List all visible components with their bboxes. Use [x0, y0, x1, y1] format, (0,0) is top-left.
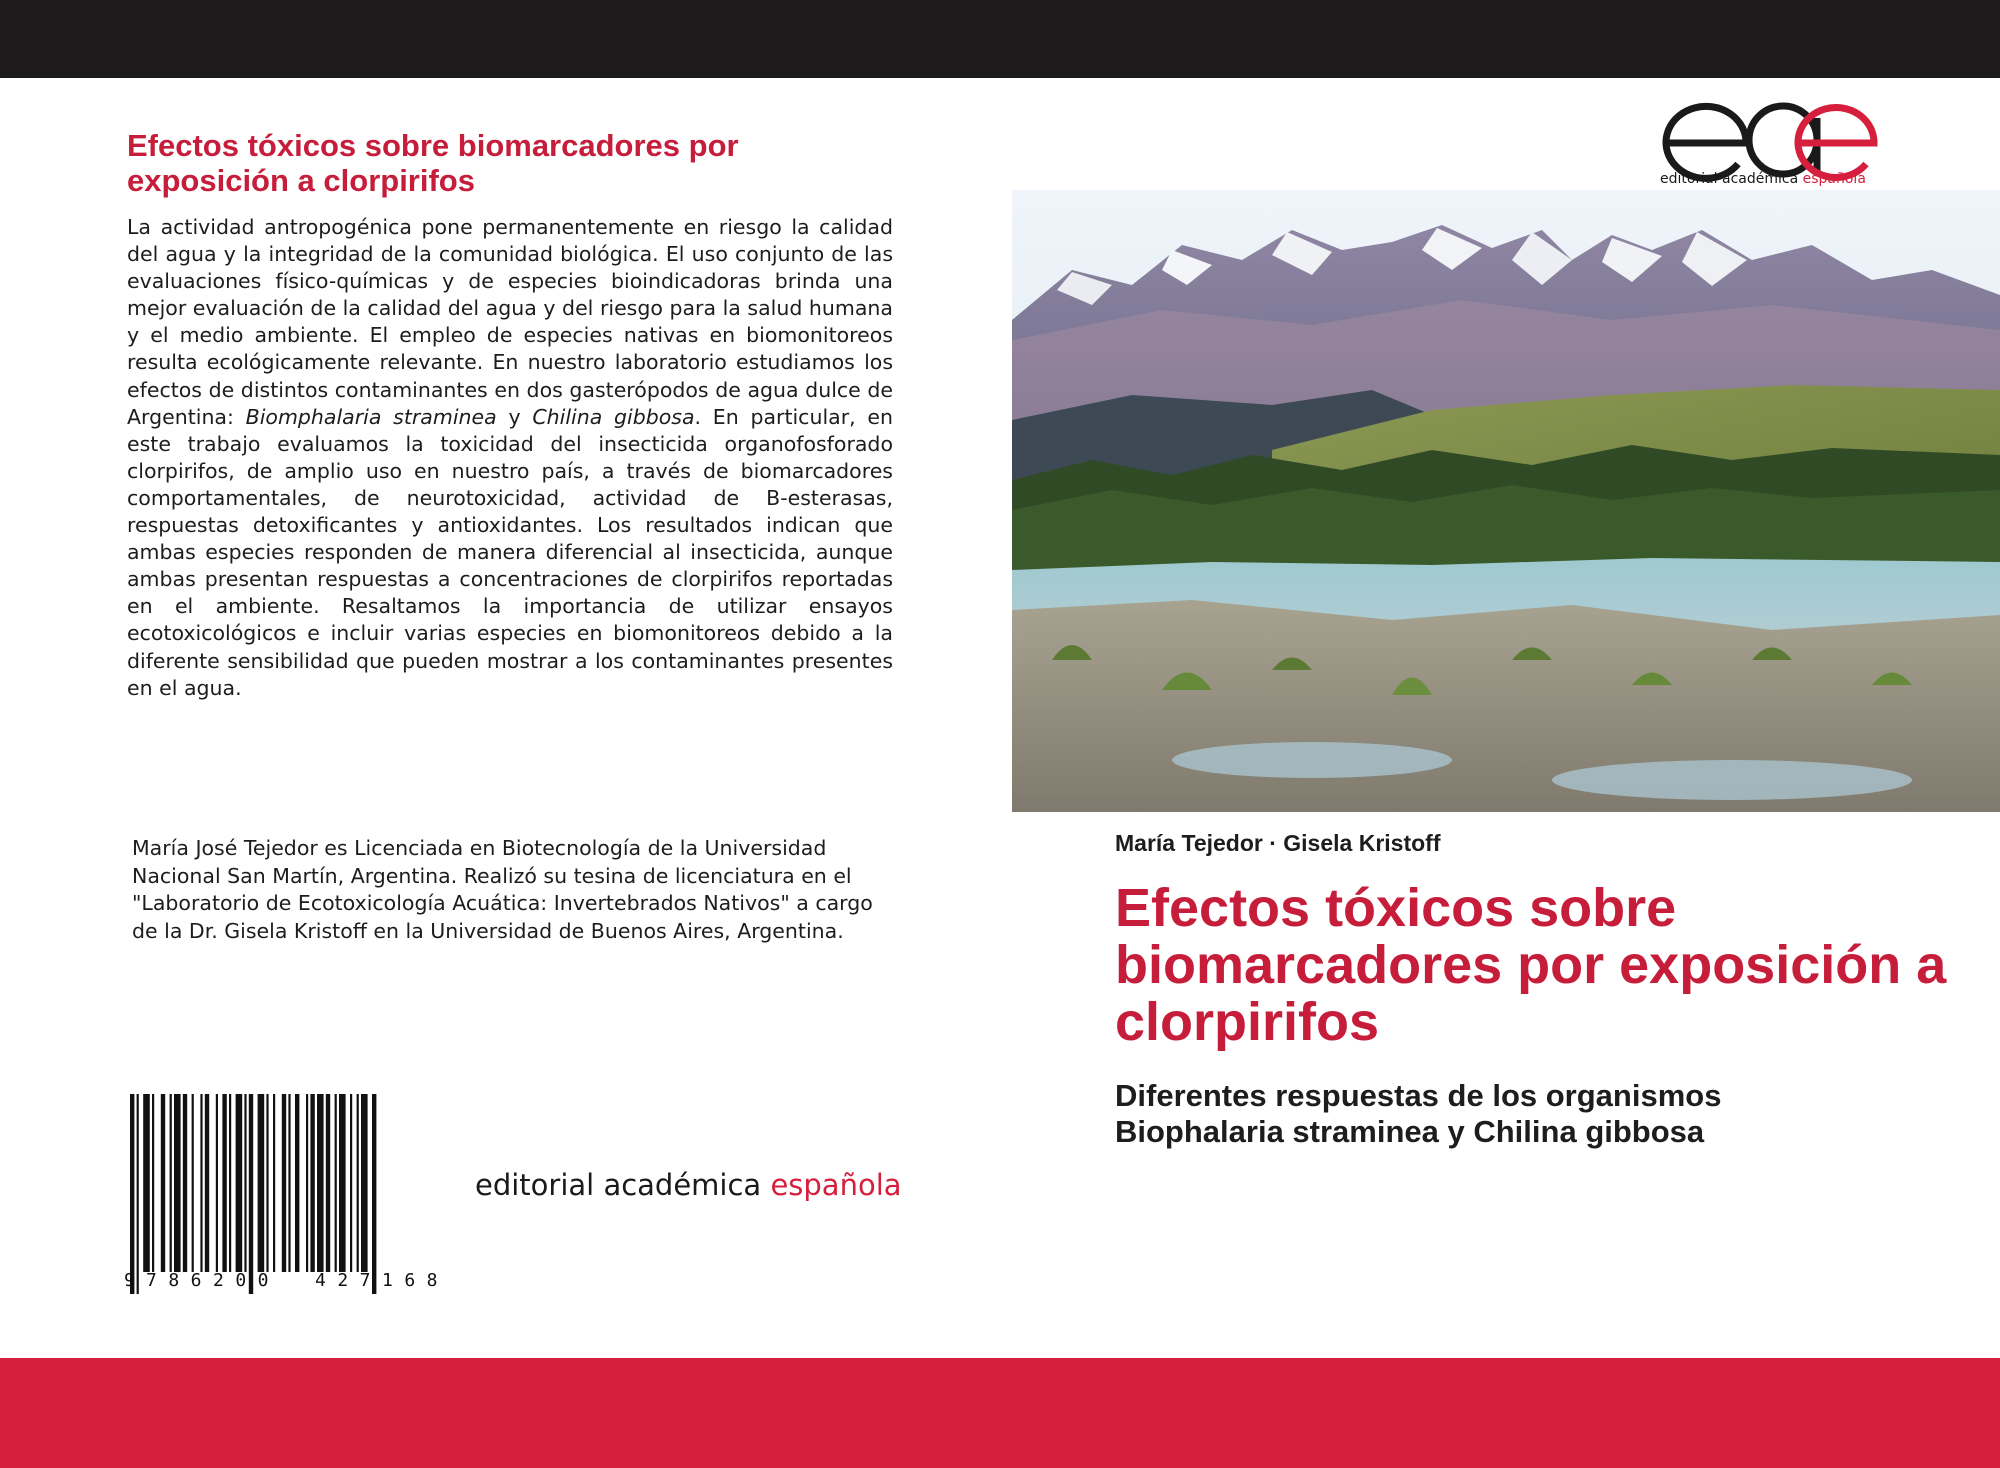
barcode-bar — [152, 1094, 154, 1272]
barcode-bar — [244, 1094, 246, 1272]
back-cover-title: Efectos tóxicos sobre biomarcadores por exposición a clorpirifos — [127, 128, 739, 198]
barcode-bar — [143, 1094, 150, 1272]
barcode-bar — [273, 1094, 275, 1272]
barcode-bar — [216, 1094, 218, 1272]
abstract-conjunction: y — [496, 404, 533, 429]
author-bio: María José Tejedor es Licenciada en Biotecnología de la Universidad Nacional San Martín, Argentina. Realizó su tesina de licenciatura en el "Laboratorio de Ecotoxicología Acuática: Invertebrados Nativos" a cargo de la Dr. Gisela Kristoff en la Universidad de Buenos Aires, Argentina. — [132, 836, 873, 943]
barcode-bar — [339, 1094, 346, 1272]
barcode-bar — [130, 1094, 134, 1294]
abstract-text-part1: La actividad antropogénica pone permanentemente en riesgo la calidad del agua y la integridad de la comunidad biológica. El uso conjunto de las evaluaciones físico-químicas y de especies bioindicadoras brinda una mejor evaluación de la calidad del agua y del riesgo para la salud humana y el medio ambiente. El empleo de especies nativas en biomonitoreos resulta ecológicamente relevante. En nuestro laboratorio estudiamos los efectos de distintos contaminantes en dos gasterópodos de agua dulce de Argentina: — [127, 215, 893, 429]
logo-text-main: editorial académica — [1660, 171, 1803, 187]
species-name-2: Chilina gibbosa — [532, 404, 695, 429]
barcode-bar — [310, 1094, 314, 1272]
logo-wordmark — [1660, 171, 1884, 187]
barcode-bar — [205, 1094, 209, 1272]
barcode-bar — [200, 1094, 202, 1272]
publisher-imprint — [475, 1168, 902, 1202]
isbn-digit-group-left: 786200 — [146, 1270, 281, 1291]
publisher-name-main: editorial académica — [475, 1168, 771, 1202]
isbn-digit-group-right: 427168 — [315, 1270, 450, 1291]
back-cover-abstract — [127, 214, 893, 702]
barcode-bar — [317, 1094, 324, 1272]
species-name-1: Biomphalaria straminea — [245, 404, 497, 429]
barcode-bar — [295, 1094, 299, 1272]
barcode-bar — [236, 1094, 243, 1272]
logo-text-accent: española — [1802, 171, 1866, 187]
barcode-bar — [326, 1094, 330, 1272]
barcode-bar — [288, 1094, 290, 1272]
barcode-bar — [350, 1094, 352, 1272]
barcode-bar — [306, 1094, 308, 1272]
barcode-bar — [361, 1094, 368, 1272]
authors: María Tejedor · Gisela Kristoff — [1115, 830, 1441, 856]
barcode-bar — [266, 1094, 268, 1272]
front-cover-subtitle: Diferentes respuestas de los organismos Biophalaria straminea y Chilina gibbosa — [1115, 1078, 1722, 1149]
barcode-bar — [137, 1094, 139, 1294]
barcode-bar — [174, 1094, 181, 1272]
isbn-digit-prefix: 9 — [124, 1270, 135, 1291]
barcode-bar — [222, 1094, 226, 1272]
barcode-bar — [335, 1094, 337, 1272]
abstract-text-part2: . En particular, en este trabajo evaluamos la toxicidad del insecticida organofosforado clorpirifos, de amplio uso en nuestro país, a través de biomarcadores comportamentales, de neurotoxicidad, actividad de B-esterasas, respuestas detoxificantes y antioxidantes. Los resultados indican que ambas especies responden de manera diferencial al insecticida, aunque ambas presentan respuestas a concentraciones de clorpirifos reportadas en el ambiente. Resaltamos la importancia de utilizar ensayos ecotoxicológicos e incluir varias especies en biomonitoreos debido a la diferente sensibilidad que pueden mostrar a los contaminantes presentes en el agua. — [127, 404, 893, 700]
barcode-bar — [170, 1094, 172, 1272]
barcode-bar — [161, 1094, 165, 1272]
front-cover-title: Efectos tóxicos sobre biomarcadores por exposición a clorpirifos — [1115, 878, 1947, 1052]
barcode-bar — [229, 1094, 231, 1272]
top-band — [0, 0, 2000, 78]
barcode-bar — [258, 1094, 265, 1272]
landscape-photo — [1012, 190, 2000, 812]
barcode-bar — [357, 1094, 359, 1272]
isbn-barcode — [126, 1094, 456, 1294]
barcode-bar — [192, 1094, 194, 1272]
barcode-bar — [249, 1094, 253, 1294]
bottom-band — [0, 1358, 2000, 1468]
publisher-name-accent: española — [770, 1168, 902, 1202]
isbn-digits — [124, 1270, 464, 1296]
barcode-bar — [282, 1094, 286, 1272]
barcode-bar — [372, 1094, 376, 1294]
barcode-bar — [183, 1094, 187, 1272]
